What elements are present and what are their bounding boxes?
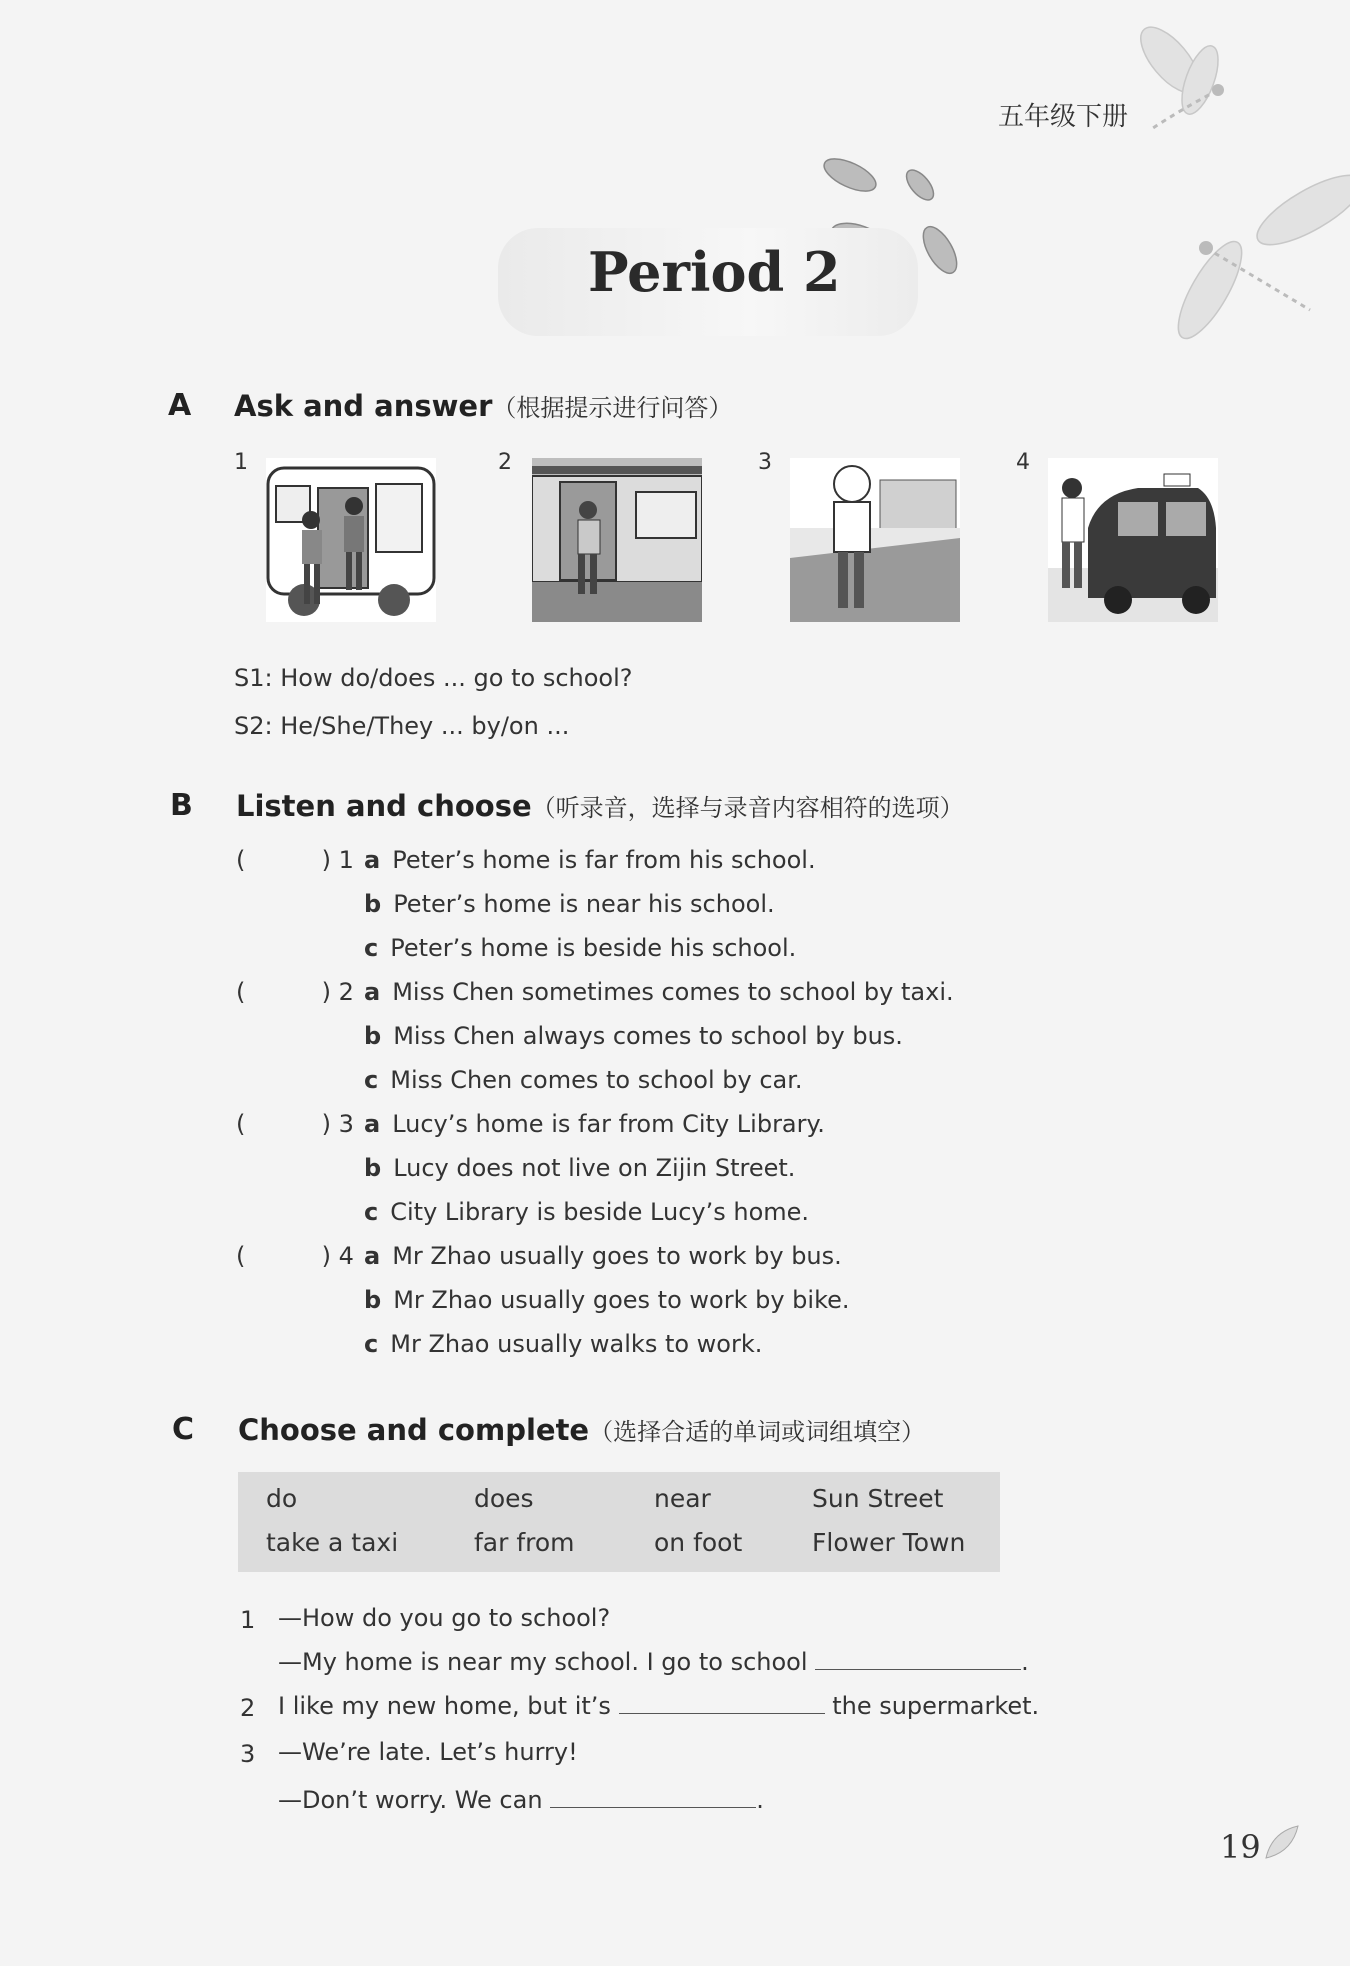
section-b-subtitle: （听录音，选择与录音内容相符的选项） [531,794,964,822]
grade-label: 五年级下册 [998,102,1129,132]
item-line [278,1692,1039,1720]
page-number: 19 [1220,1828,1261,1866]
option-row [364,1330,762,1358]
option-letter: b [364,1022,382,1050]
word-bank-item: take a taxi [266,1528,399,1557]
item-number: 3 [240,1740,256,1768]
section-b-letter: B [170,788,193,823]
dragonfly-decoration [1110,10,1350,370]
answer-blank[interactable] [815,1649,1021,1670]
option-text: Lucy’s home is far from City Library. [392,1110,825,1138]
picture-number: 2 [498,450,512,475]
option-letter: b [364,1286,382,1314]
item-text: . [1021,1648,1029,1676]
dialogue-line: S1: How do/does ... go to school? [234,664,633,692]
option-row [364,934,796,962]
section-b-heading [236,788,964,823]
item-line [278,1786,764,1814]
option-letter: a [364,978,381,1006]
item-text: I like my new home, but it’s [278,1692,611,1720]
dialogue-line: S2: He/She/They ... by/on ... [234,712,570,740]
taxi-picture [1048,458,1218,622]
section-c-heading [238,1412,925,1447]
option-row [364,890,775,918]
item-text: . [756,1786,764,1814]
word-bank-item: on foot [654,1528,743,1557]
section-a-letter: A [168,388,192,423]
item-text: —My home is near my school. I go to school [278,1648,808,1676]
section-a-heading [234,388,732,423]
option-text: Mr Zhao usually walks to work. [390,1330,763,1358]
picture-number: 4 [1016,450,1030,475]
word-bank-item: does [474,1484,534,1513]
item-text: the supermarket. [832,1692,1040,1720]
option-text: Mr Zhao usually goes to work by bus. [392,1242,842,1270]
bus-picture [266,458,436,622]
option-text: Miss Chen sometimes comes to school by taxi. [392,978,954,1006]
picture-number: 3 [758,450,772,475]
option-text: Mr Zhao usually goes to work by bike. [393,1286,850,1314]
answer-blank[interactable] [619,1693,825,1714]
option-row [364,1066,803,1094]
option-letter: a [364,846,381,874]
answer-blank[interactable] [550,1787,756,1808]
option-letter: a [364,1242,381,1270]
item-number: 2 [240,1694,256,1722]
item-text: —Don’t worry. We can [278,1786,543,1814]
option-letter: c [364,1066,379,1094]
option-row [364,978,954,1006]
leaf-icon [1262,1822,1302,1862]
word-bank-item: do [266,1484,298,1513]
answer-bracket[interactable]: ( ) 2 [236,978,354,1006]
page-title: Period 2 [588,240,841,304]
option-letter: c [364,934,379,962]
word-bank [238,1472,1000,1572]
option-row [364,1022,903,1050]
option-letter: b [364,890,382,918]
option-text: Miss Chen comes to school by car. [390,1066,803,1094]
section-b-title: Listen and choose [236,789,532,823]
option-text: City Library is beside Lucy’s home. [390,1198,810,1226]
section-c-letter: C [172,1412,195,1447]
metro-picture [532,458,702,622]
word-bank-item: Flower Town [812,1528,966,1557]
answer-bracket[interactable]: ( ) 1 [236,846,354,874]
item-line: —We’re late. Let’s hurry! [278,1738,578,1766]
option-row [364,846,816,874]
answer-bracket[interactable]: ( ) 4 [236,1242,354,1270]
option-letter: c [364,1330,379,1358]
option-row [364,1286,850,1314]
item-number: 1 [240,1606,256,1634]
option-text: Peter’s home is beside his school. [390,934,797,962]
section-a-subtitle: （根据提示进行问答） [492,394,733,422]
option-letter: a [364,1110,381,1138]
word-bank-item: far from [474,1528,575,1557]
option-row [364,1198,809,1226]
picture-number: 1 [234,450,248,475]
walking-picture [790,458,960,622]
option-row [364,1242,842,1270]
option-text: Peter’s home is far from his school. [392,846,816,874]
section-c-subtitle: （选择合适的单词或词组填空） [589,1418,926,1446]
item-line [278,1648,1029,1676]
option-row [364,1110,825,1138]
section-a-title: Ask and answer [234,389,493,423]
option-row [364,1154,795,1182]
section-c-title: Choose and complete [238,1413,590,1447]
item-line: —How do you go to school? [278,1604,611,1632]
option-text: Peter’s home is near his school. [393,890,775,918]
answer-bracket[interactable]: ( ) 3 [236,1110,354,1138]
word-bank-item: near [654,1484,711,1513]
word-bank-item: Sun Street [812,1484,944,1513]
option-letter: c [364,1198,379,1226]
option-text: Miss Chen always comes to school by bus. [393,1022,903,1050]
option-letter: b [364,1154,382,1182]
option-text: Lucy does not live on Zijin Street. [393,1154,796,1182]
